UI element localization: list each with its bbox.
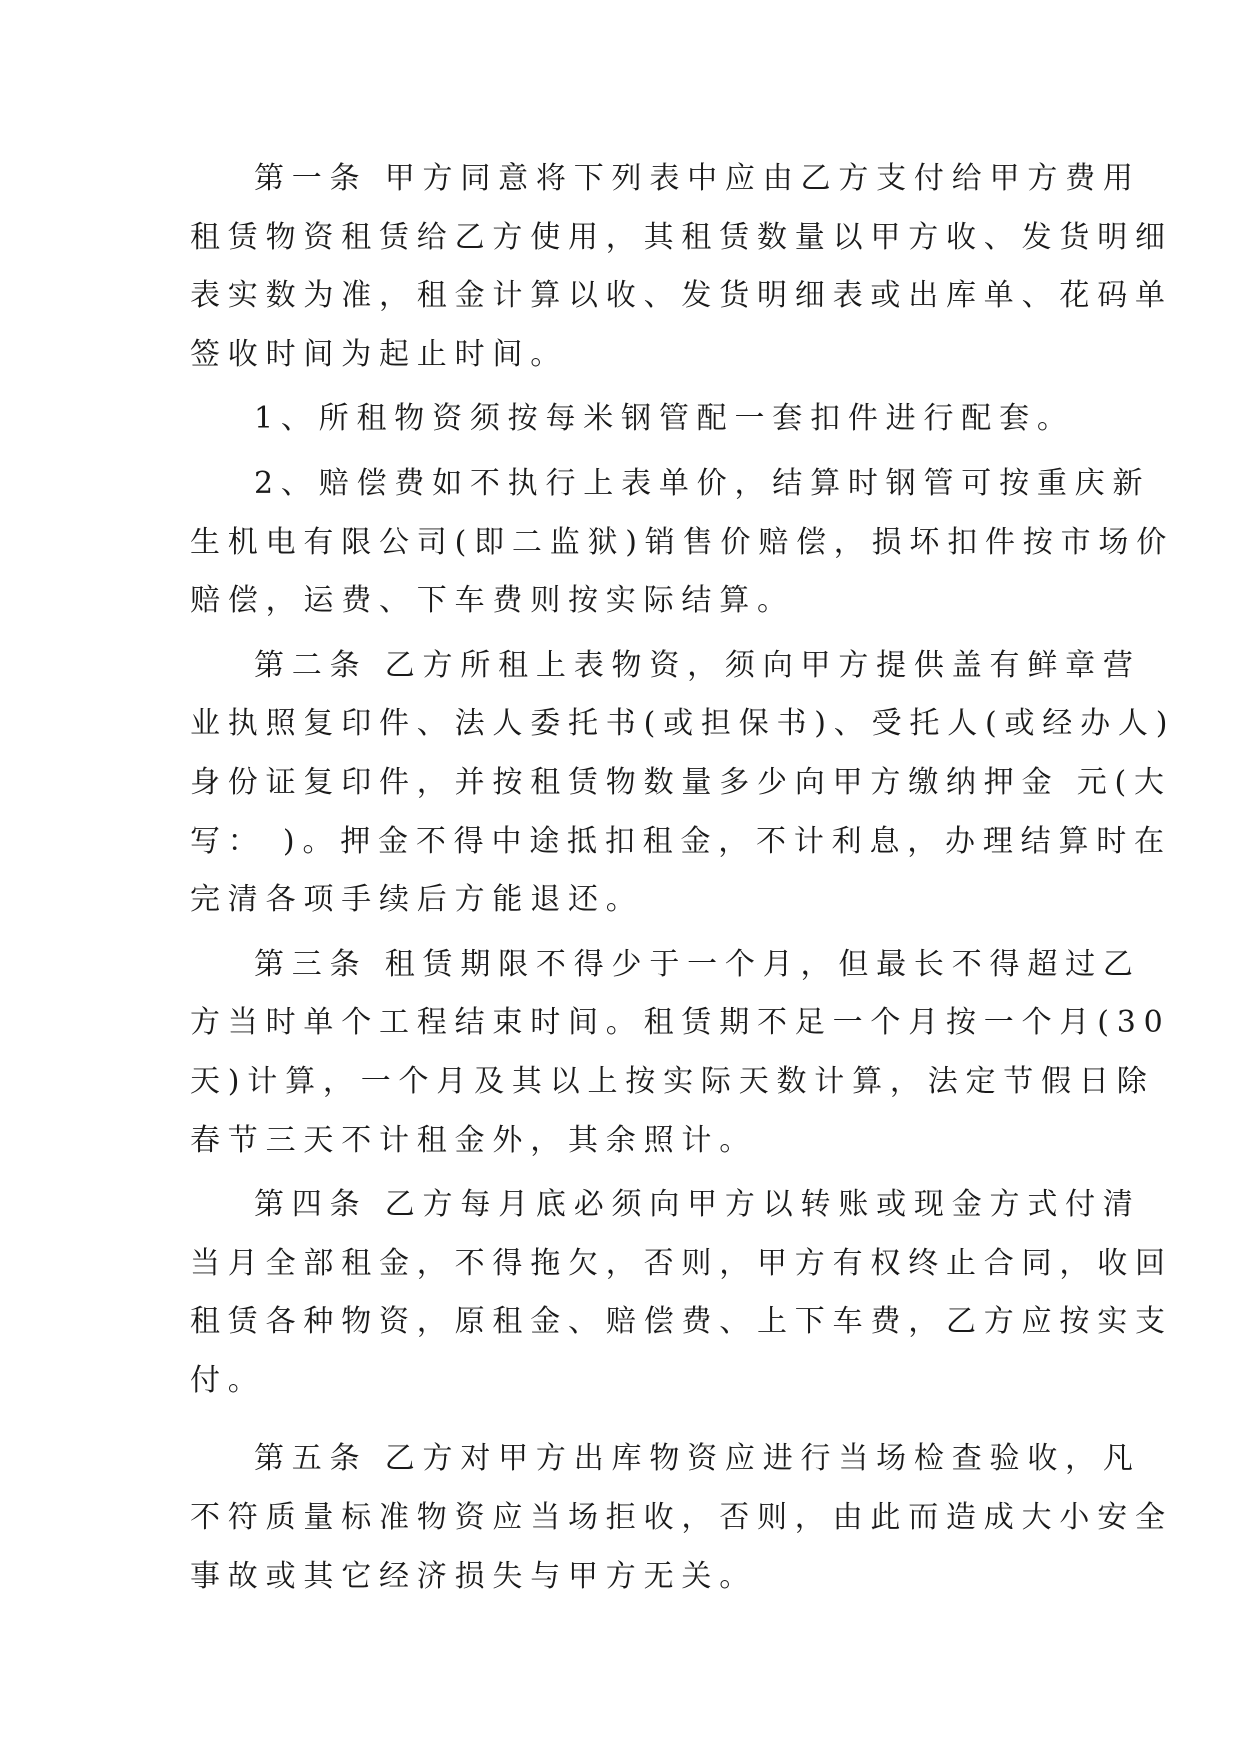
text-line: 表实数为准，租金计算以收、发货明细表或出库单、花码单 — [190, 278, 1173, 314]
text-line: 写： )。押金不得中途抵扣租金，不计利息，办理结算时在 — [190, 823, 1172, 859]
text-line: 方当时单个工程结束时间。租赁期不足一个月按一个月(30 — [190, 1005, 1171, 1041]
text-line: 第三条 租赁期限不得少于一个月，但最长不得超过乙 — [254, 946, 1141, 982]
paragraph-article-5 — [190, 1430, 1173, 1606]
paragraph-item-1 — [190, 390, 1075, 449]
text-line: 第四条 乙方每月底必须向甲方以转账或现金方式付清 — [254, 1187, 1141, 1223]
text-line: 事故或其它经济损失与甲方无关。 — [190, 1558, 757, 1594]
text-line: 第一条 甲方同意将下列表中应由乙方支付给甲方费用 — [254, 161, 1141, 196]
text-line: 1、所租物资须按每米钢管配一套扣件进行配套。 — [254, 401, 1075, 437]
paragraph-article-3 — [190, 936, 1171, 1170]
text-line: 第五条 乙方对甲方出库物资应进行当场检查验收，凡 — [254, 1441, 1141, 1477]
text-line: 生机电有限公司(即二监狱)销售价赔偿，损坏扣件按市场价 — [190, 524, 1175, 560]
text-line: 租赁各种物资，原租金、赔偿费、上下车费，乙方应按实支 — [190, 1304, 1173, 1340]
text-line: 天)计算，一个月及其以上按实际天数计算，法定节假日除 — [190, 1063, 1155, 1099]
paragraph-article-4 — [190, 1176, 1173, 1410]
text-line: 租赁物资租赁给乙方使用，其租赁数量以甲方收、发货明细 — [190, 219, 1173, 255]
text-line: 业执照复印件、法人委托书(或担保书)、受托人(或经办人) — [190, 706, 1176, 742]
text-line: 签收时间为起止时间。 — [190, 336, 568, 372]
text-line: 赔偿，运费、下车费则按实际结算。 — [190, 583, 795, 619]
text-line: 当月全部租金，不得拖欠，否则，甲方有权终止合同，收回 — [190, 1245, 1173, 1281]
text-line: 付。 — [190, 1362, 266, 1398]
document-page — [190, 150, 1176, 1606]
paragraph-item-2 — [190, 455, 1175, 631]
text-line: 完清各项手续后方能退还。 — [190, 882, 644, 918]
text-line: 身份证复印件，并按租赁物数量多少向甲方缴纳押金 元(大 — [190, 764, 1172, 800]
text-line: 2、赔偿费如不执行上表单价，结算时钢管可按重庆新 — [254, 465, 1151, 501]
text-line: 春节三天不计租金外，其余照计。 — [190, 1122, 757, 1158]
paragraph-article-1 — [190, 150, 1173, 384]
text-line: 第二条 乙方所租上表物资，须向甲方提供盖有鲜章营 — [254, 647, 1141, 683]
paragraph-article-2 — [190, 637, 1176, 930]
text-line: 不符质量标准物资应当场拒收，否则，由此而造成大小安全 — [190, 1500, 1173, 1536]
